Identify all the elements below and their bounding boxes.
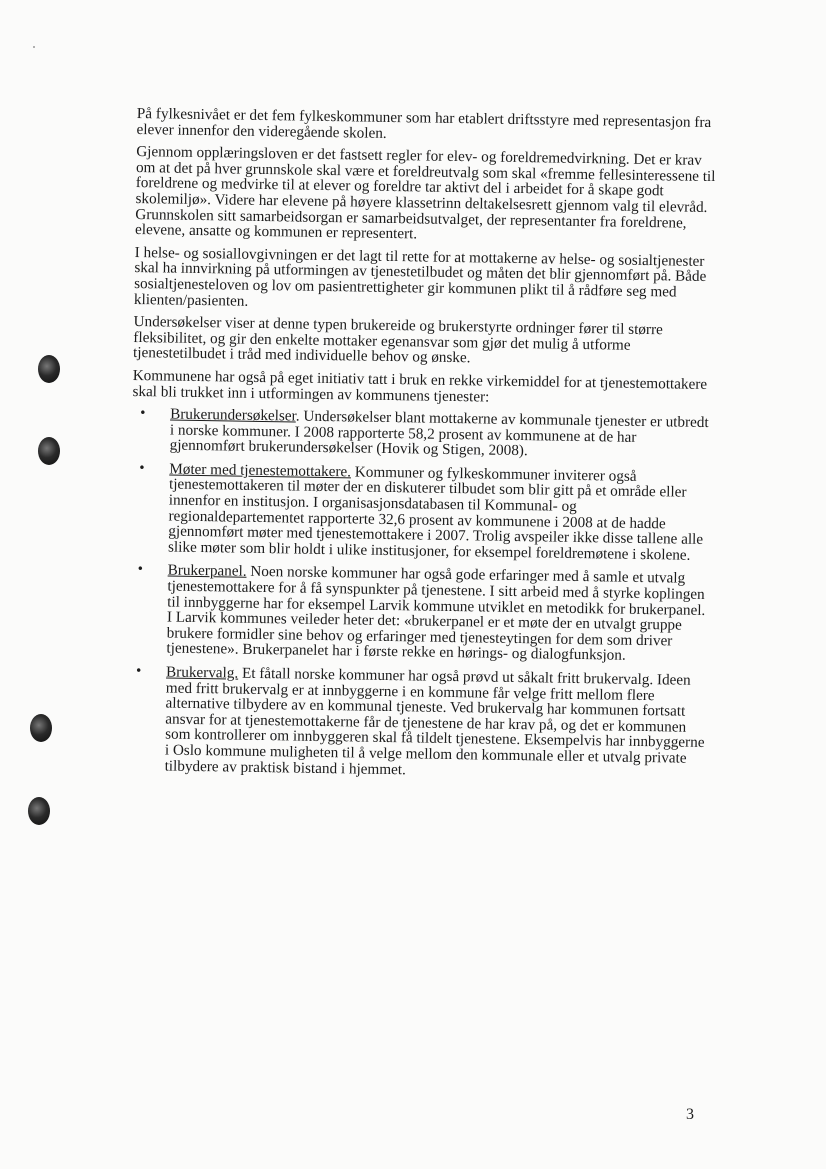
bullet-title: Brukerpanel. (167, 561, 247, 581)
list-item (127, 664, 709, 782)
bullet-text: Et fåtall norske kommuner har også prøvd ut såkalt fritt brukervalg. Ideen med fritt brukervalg er at innbyggerne i en kommune får velge fritt mellom flere alternative tilbydere av en kommunal tjeneste. Ved brukervalg har kommunen fortsatt ansvar for at tjenestemottakerne får de tjenestene de har krav på, og det er kommunen som kontrollerer om innbyggeren skal få tildelt tjenestene. Eksempelvis har innbyggerne i Oslo kommune muligheten til å velge mellom den kommunale eller et utvalg private tilbydere av praktisk bistand i hjemmet. (164, 664, 705, 778)
bullet-icon: • (137, 561, 144, 578)
list-item (132, 406, 713, 462)
bullet-title: Brukerundersøkelser (170, 405, 296, 425)
paragraph: I helse- og sosiallovgivningen er det lagt til rette for at mottakerne av helse- og sosialtjenester skal ha innvirkning på utformingen av tjenestetilbudet og måten det blir gjennomført på. Både sosialtjenesteloven og lov om pasientrettigheter gir kommunen plikt til å rådføre seg med klienten/pasienten. (133, 243, 707, 310)
punch-hole-3 (30, 714, 52, 742)
bullet-text: Noen norske kommuner har også gode erfaringer med å samle et utvalg tjenestemottakere for å få synspunkter på tjenestene. I sitt arbeid med å styrke koplingen til innbyggerne har for eksempel Larvik kommune utviklet en metodikk for brukerpanel. I Larvik kommunes veileder heter det: «brukerpanel er et møte der en utvalgt gruppe brukere formidler sine behov og erfaringer med tjenesteytingen for dem som driver tjenestene». Brukerpanelet har i første rekke en hørings- og dialogfunksjon. (166, 563, 706, 665)
punch-hole-4 (28, 797, 50, 825)
list-item (128, 562, 709, 665)
document-body (126, 106, 717, 790)
paragraph: Undersøkelser viser at denne typen brukereide og brukerstyrte ordninger fører til større fleksibilitet, og gir den enkelte mottaker egenansvar som gjør det mulig å utforme tjenestetilbudet i tråd med individuelle behov og ønske. (132, 313, 663, 367)
bullet-icon: • (140, 405, 146, 422)
paragraph: Kommunene har også på eget initiativ tatt i bruk en rekke virkemiddel for at tjenestemottakere skal bli trukket inn i utformingen av kommunens tjenester: (132, 366, 708, 406)
page-number: 3 (686, 1106, 694, 1123)
bullet-list (127, 406, 713, 782)
scan-speck (33, 46, 35, 48)
bullet-text: . Undersøkelser blant mottakerne av kommunale tjenester er utbredt i norske kommuner. I 2008 rapporterte 58,2 prosent av kommunene at de har gjennomført brukerundersøkelser (Hovik og Stigen, 2008). (169, 407, 709, 460)
bullet-text: Kommuner og fylkeskommuner inviterer også tjenestemottakeren til møter der en diskuterer tilbudet som blir gitt på et område eller innenfor en institusjon. I organisasjonsdatabasen til Kommunal- og regionaldepartementet rapporterte 32,6 prosent av kommunene i 2008 at de hadde gjennomført møter med tjenestemottakere i 2007. Trolig avspeiler ikke disse tallene alle slike møter som blir holdt i ulike institusjoner, for eksempel foreldremøtene i skolene. (167, 463, 704, 564)
bullet-title: Brukervalg. (165, 663, 239, 682)
paragraph: Gjennom opplæringsloven er det fastsett regler for elev- og foreldremedvirkning. Det er krav om at det på hver grunnskole skal være et foreldreutvalg som skal «fremme fellesinteressene til foreldrene og medvirke til at elever og foreldre tar aktivt del i arbeidet for å skape godt skolemiljø». Videre har elevene på høyere klassetrinn deltakelsesrett gjennom valg til elevråd. Grunnskolen sitt samarbeidsorgan er samarbeidsutvalget, der representanter fra foreldrene, elevene, ansatte og kommunen er representert. (134, 143, 716, 243)
list-item (130, 461, 711, 564)
punch-hole-2 (38, 437, 60, 465)
paragraph: På fylkesnivået er det fem fylkeskommuner som har etablert driftsstyre med representasjon fra elever innenfor den videregående skolen. (136, 105, 712, 142)
bullet-icon: • (135, 663, 142, 680)
bullet-icon: • (139, 459, 145, 477)
bullet-title: Møter med tjenestemottakere. (169, 460, 352, 481)
punch-hole-1 (38, 355, 60, 383)
